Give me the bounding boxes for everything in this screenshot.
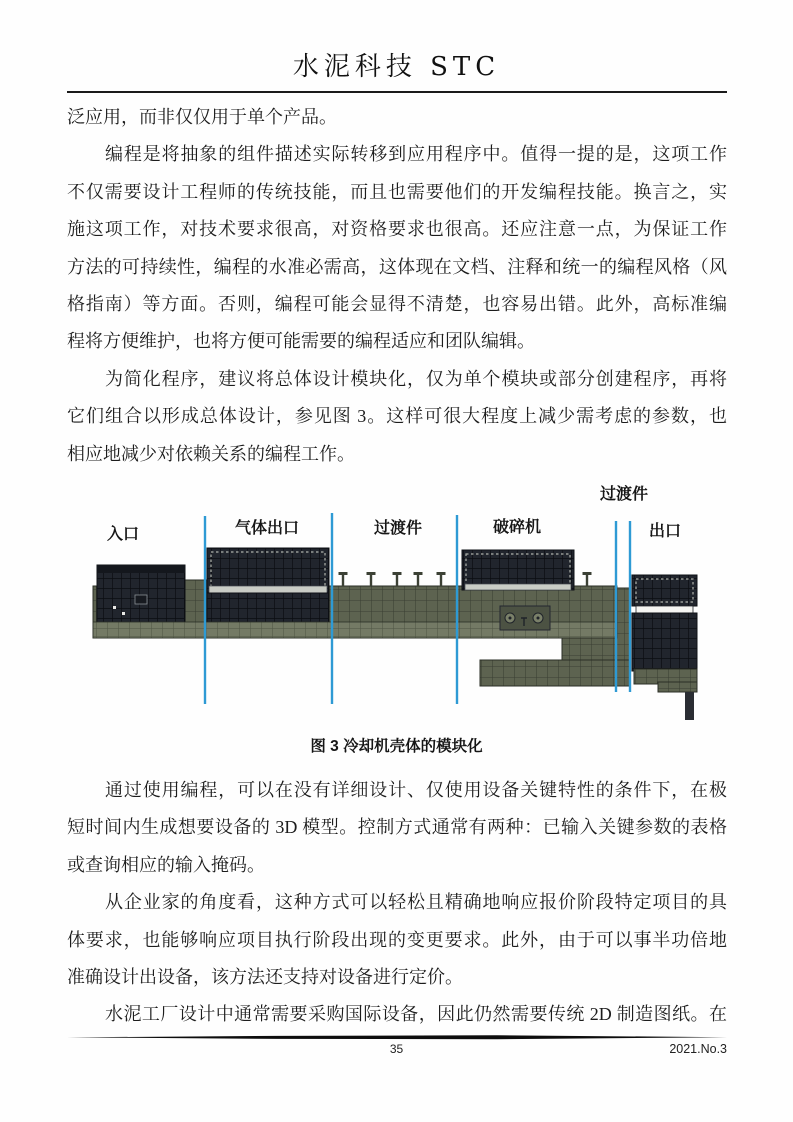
figure-label-inlet: 入口 (106, 526, 140, 543)
gas-outlet-module (207, 548, 329, 623)
text-line: 或查询相应的输入掩码。 (67, 854, 265, 875)
text-line: 它们组合以形成总体设计，参见图 3。这样可很大程度上减少需考虑的参数，也 (67, 406, 727, 427)
figure-3-cooler-diagram (85, 468, 730, 738)
text-line: 短时间内生成想要设备的 3D 模型。控制方式通常有两种：已输入关键参数的表格 (67, 817, 727, 838)
text-line: 体要求，也能够响应项目执行阶段出现的变更要求。此外，由于可以事半功倍地 (67, 929, 727, 950)
figure-label-gas-outlet: 气体出口 (234, 520, 300, 537)
text-line: 泛应用，而非仅仅用于单个产品。 (67, 107, 337, 127)
footer-page-number: 35 (389, 1042, 404, 1056)
text-line: 编程是将抽象的组件描述实际转移到应用程序中。值得一提的是，这项工作 (105, 144, 727, 165)
figure-label-crusher: 破碎机 (492, 519, 542, 536)
text-line: 格指南）等方面。否则，编程可能会显得不清楚，也容易出错。此外，高标准编 (67, 294, 727, 315)
figure-label-outlet: 出口 (648, 523, 682, 540)
inlet-module (97, 565, 185, 623)
text-line: 施这项工作，对技术要求很高，对资格要求也很高。还应注意一点，为保证工作 (67, 219, 727, 240)
text-line: 程将方便维护，也将方便可能需要的编程适应和团队编辑。 (67, 331, 535, 352)
header-rule (67, 91, 727, 93)
text-line: 通过使用编程，可以在没有详细设计、仅使用设备关键特性的条件下，在极 (105, 780, 727, 800)
footer-issue: 2021.No.3 (669, 1042, 727, 1056)
figure-caption: 图 3 冷却机壳体的模块化 (310, 738, 483, 755)
text-line: 准确设计出设备，该方法还支持对设备进行定价。 (67, 967, 463, 988)
text-line: 从企业家的角度看，这种方式可以轻松且精确地响应报价阶段特定项目的具 (105, 892, 727, 913)
body-text-bottom (67, 772, 727, 1034)
figure-label-transition: 过渡件 (373, 520, 423, 537)
body-text-top (67, 99, 727, 473)
text-line: 方法的可持续性，编程的水准必需高，这体现在文档、注释和统一的编程风格（风 (67, 256, 727, 277)
text-line: 相应地减少对依赖关系的编程工作。 (67, 443, 355, 464)
crusher-module (462, 550, 574, 590)
text-line: 为简化程序，建议将总体设计模块化，仅为单个模块或部分创建程序，再将 (105, 368, 727, 389)
figure-label-transition-right: 过渡件 (599, 486, 649, 503)
footer-rule (67, 1035, 727, 1041)
text-line: 不仅需要设计工程师的传统技能，而且也需要他们的开发编程技能。换言之，实 (67, 181, 727, 202)
journal-header-title: 水泥科技 STC (292, 52, 501, 82)
outlet-module (632, 575, 697, 720)
text-line: 水泥工厂设计中通常需要采购国际设备，因此仍然需要传统 2D 制造图纸。在 (105, 1004, 727, 1025)
crusher-drive-plate (500, 606, 550, 630)
